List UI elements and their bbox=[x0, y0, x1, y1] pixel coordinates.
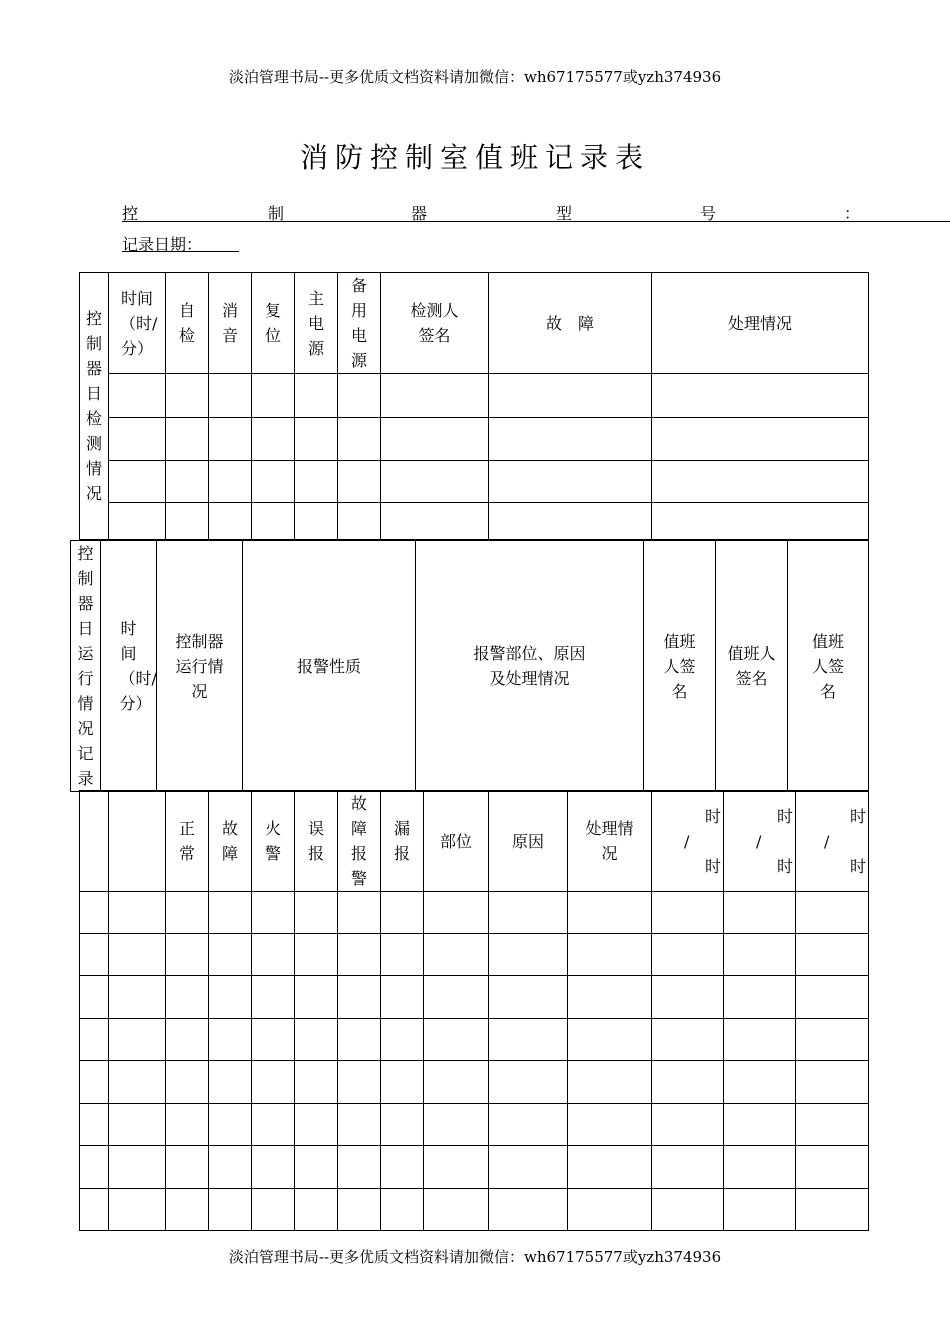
header-run-status: 控制器运行情况 bbox=[157, 541, 243, 792]
model-label-char: 型 bbox=[556, 204, 573, 223]
table-row bbox=[80, 1146, 869, 1189]
header-time: 时间（时/分） bbox=[109, 273, 166, 374]
header-op-time: 时间（时/分） bbox=[101, 541, 157, 792]
subheader-normal: 正常 bbox=[166, 791, 209, 892]
subheader-location: 部位 bbox=[424, 791, 489, 892]
table-row bbox=[80, 934, 869, 976]
header-duty-2: 值班人签名 bbox=[716, 541, 788, 792]
header-duty-3: 值班人签名 bbox=[788, 541, 869, 792]
subheader-handling: 处理情况 bbox=[568, 791, 652, 892]
header-backup-power: 备用电源 bbox=[338, 273, 381, 374]
subheader-cause: 原因 bbox=[489, 791, 568, 892]
table-row bbox=[80, 374, 869, 418]
header-inspector: 检测人签名 bbox=[381, 273, 489, 374]
daily-operation-table bbox=[79, 790, 869, 1231]
page-header-text: 淡泊管理书局--更多优质文档资料请加微信：wh67175577或yzh374936 bbox=[228, 68, 722, 86]
table-row bbox=[80, 1061, 869, 1104]
model-label-char: 器 bbox=[411, 204, 428, 223]
daily-operation-header bbox=[70, 540, 869, 792]
table-row bbox=[80, 503, 869, 540]
model-label-colon: ： bbox=[844, 204, 861, 223]
header-silence: 消音 bbox=[209, 273, 252, 374]
model-label-char: 控 bbox=[122, 204, 139, 223]
subheader-missed: 漏报 bbox=[381, 791, 424, 892]
record-date-label: 记录日期： bbox=[122, 235, 203, 254]
table-row bbox=[80, 976, 869, 1019]
table-row bbox=[80, 461, 869, 503]
subheader-fire: 火警 bbox=[252, 791, 295, 892]
subheader-false-alarm: 误报 bbox=[295, 791, 338, 892]
subheader-shift-3: 时 / 时 bbox=[796, 791, 869, 892]
table-row bbox=[80, 1189, 869, 1231]
daily-inspection-table bbox=[79, 272, 869, 540]
header-fault: 故 障 bbox=[489, 273, 652, 374]
table-row bbox=[80, 1104, 869, 1146]
header-duty-1: 值班人签名 bbox=[644, 541, 716, 792]
header-reset: 复位 bbox=[252, 273, 295, 374]
table-row bbox=[80, 418, 869, 461]
header-alarm-location: 报警部位、原因及处理情况 bbox=[416, 541, 644, 792]
table-row bbox=[80, 1019, 869, 1061]
header-self-check: 自检 bbox=[166, 273, 209, 374]
operation-side-label: 控制器日运行情况记录 bbox=[71, 541, 101, 792]
header-main-power: 主电源 bbox=[295, 273, 338, 374]
model-label-char: 制 bbox=[268, 204, 285, 223]
subheader-fault-alarm: 故障报警 bbox=[338, 791, 381, 892]
subheader-shift-1: 时 / 时 bbox=[652, 791, 724, 892]
inspection-side-label: 控制器日检测情况 bbox=[80, 273, 109, 540]
header-handling: 处理情况 bbox=[652, 273, 869, 374]
record-date-field[interactable] bbox=[122, 232, 239, 252]
page-footer-text: 淡泊管理书局--更多优质文档资料请加微信：wh67175577或yzh374936 bbox=[228, 1248, 722, 1266]
subheader-shift-2: 时 / 时 bbox=[724, 791, 796, 892]
page-title: 消防控制室值班记录表 bbox=[299, 141, 650, 174]
model-label-char: 号 bbox=[700, 204, 717, 223]
header-alarm-nature: 报警性质 bbox=[243, 541, 416, 792]
controller-model-field[interactable] bbox=[122, 201, 950, 222]
subheader-fault: 故障 bbox=[209, 791, 252, 892]
table-row bbox=[80, 892, 869, 934]
